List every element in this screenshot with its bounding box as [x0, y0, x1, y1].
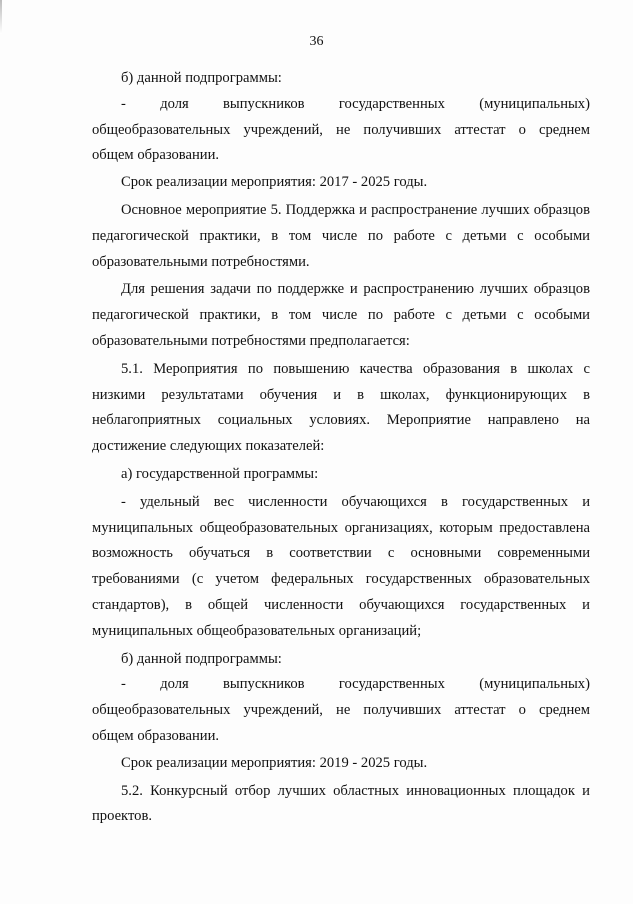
paragraph-task-solution: Для решения задачи по поддержке и распространению лучших образцов педагогической практики, в том числе по работе с детьми с особыми образовательными потребностями предполагается:: [92, 281, 590, 349]
word: государственных: [338, 676, 445, 693]
word: государственных: [338, 95, 445, 112]
indicator-third-line: общем образовании.: [92, 727, 220, 744]
paragraph-subprogram-heading-1: б) данной подпрограммы:: [121, 70, 282, 86]
paragraph-activity-5-2: 5.2. Конкурсный отбор лучших областных инновационных площадок и проектов.: [92, 782, 590, 825]
word: выпускников: [223, 676, 305, 693]
paragraph-term-2017: Срок реализации мероприятия: 2017 - 2025 годы.: [121, 174, 428, 191]
paragraph-state-program-heading: а) государственной программы:: [121, 465, 319, 482]
word: доля: [160, 676, 189, 693]
paragraph-activity-5-1: 5.1. Мероприятия по повышению качества образования в школах с низкими результатами обучения и в школах, функционирующих в неблагоприятных социальных условиях. Мероприятие направлено на достижение следующих показателей:: [92, 360, 590, 455]
indicator-second-line: общеобразовательных учреждений, не получивших аттестат о среднем: [92, 121, 590, 138]
word: доля: [160, 95, 189, 112]
indicator-first-line: [92, 92, 590, 118]
scan-edge-mark: [0, 0, 2, 34]
indicator-second-line: общеобразовательных учреждений, не получивших аттестат о среднем: [92, 702, 590, 719]
dash: -: [121, 95, 126, 112]
indicator-graduates-share-1: [92, 92, 590, 169]
indicator-students-share: - удельный вес численности обучающихся в государственных и муниципальных общеобразовательных организациях, которым предоставлена возможность обучаться в соответствии с основными современными требованиями (с учетом федеральных государственных образовательных стандартов), в общей численности обучающихся государственных и муниципальных общеобразовательных организаций;: [92, 493, 590, 639]
paragraph-term-2019: Срок реализации мероприятия: 2019 - 2025 годы.: [121, 754, 428, 771]
document-body: [92, 66, 590, 830]
indicator-third-line: общем образовании.: [92, 147, 220, 164]
indicator-graduates-share-2: [92, 672, 590, 749]
indicator-first-line: [92, 672, 590, 698]
word: (муниципальных): [479, 676, 590, 693]
word: выпускников: [223, 95, 305, 112]
word: (муниципальных): [479, 95, 590, 112]
paragraph-subprogram-heading-2: б) данной подпрограммы:: [121, 650, 282, 667]
page-number: 36: [309, 34, 324, 49]
dash: -: [121, 676, 126, 693]
paragraph-main-activity-5: Основное мероприятие 5. Поддержка и распространение лучших образцов педагогической практики, в том числе по работе с детьми с особыми образовательными потребностями.: [92, 201, 590, 270]
